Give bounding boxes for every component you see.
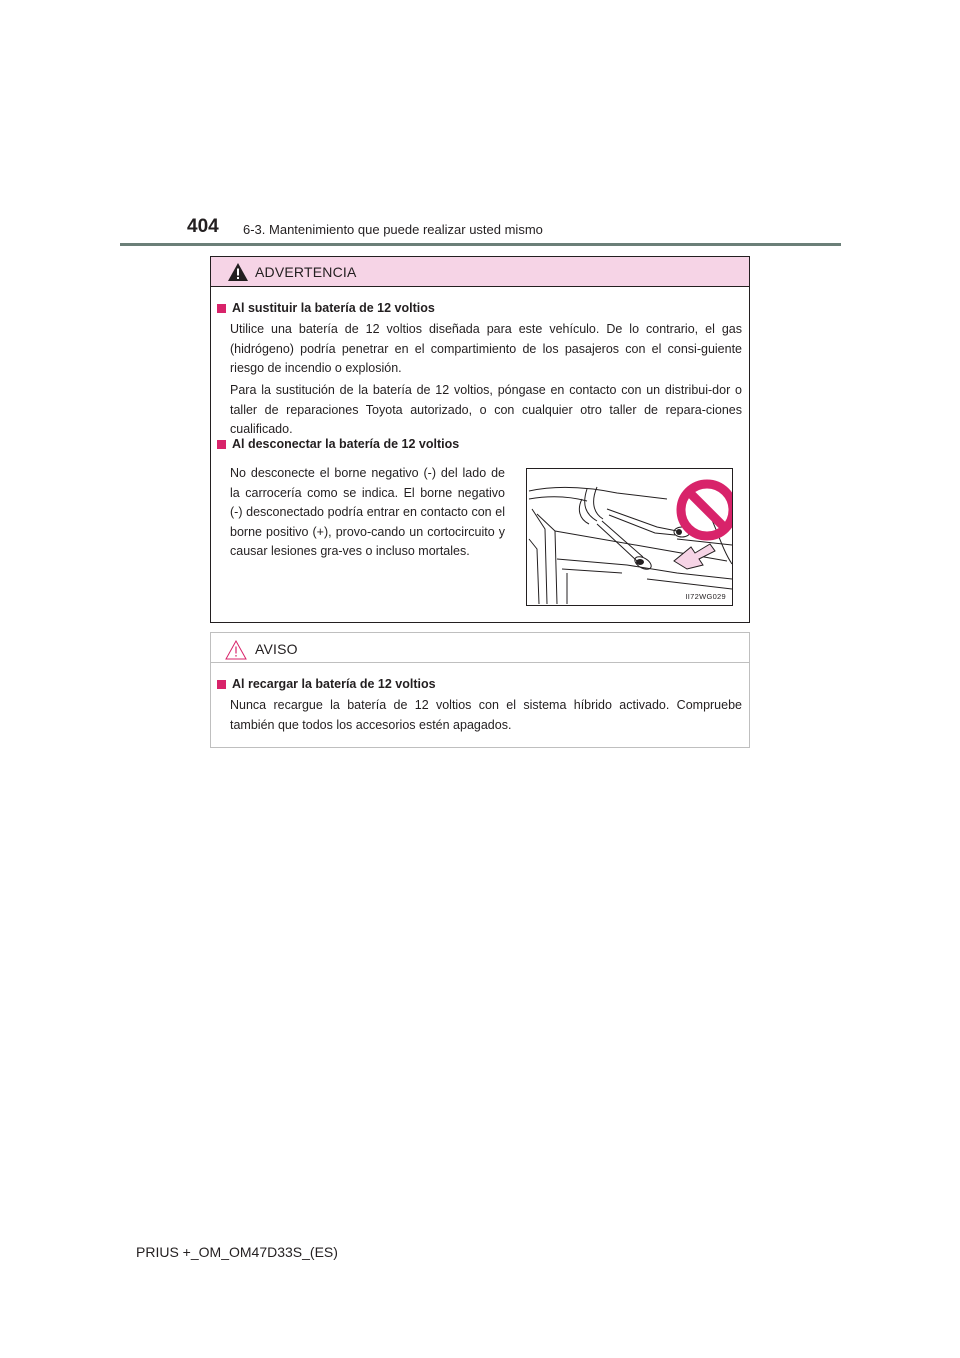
notice-box	[210, 632, 750, 748]
warning-paragraph: No desconecte el borne negativo (-) del lado de la carrocería como se indica. El borne negativo (-) desconectado podría entrar en contacto con el borne positivo (+), provo-cando un cortocircuito y causar lesiones gra-ves o incluso mortales.	[230, 466, 505, 558]
notice-header	[211, 633, 749, 663]
notice-item-title	[217, 677, 436, 691]
document-footer: PRIUS +_OM_OM47D33S_(ES)	[136, 1244, 338, 1260]
arrow-icon	[674, 544, 715, 569]
warning-paragraph: Utilice una batería de 12 voltios diseñada para este vehículo. De lo contrario, el gas (hidrógeno) podría penetrar en el compartimiento de los pasajeros con el consi-guiente riesgo de incendio o explosión.	[230, 322, 742, 375]
battery-illustration	[526, 468, 733, 606]
warning-header	[211, 257, 749, 287]
warning-triangle-icon	[225, 640, 247, 660]
warning-label: ADVERTENCIA	[255, 264, 357, 280]
item-title-text: Al recargar la batería de 12 voltios	[232, 677, 436, 691]
item-title-text: Al sustituir la batería de 12 voltios	[232, 301, 435, 315]
header-divider	[120, 243, 841, 246]
bullet-square-icon	[217, 440, 226, 449]
warning-item-title	[217, 437, 459, 451]
battery-terminal-drawing	[527, 469, 732, 605]
warning-triangle-icon	[227, 262, 249, 282]
warning-box	[210, 256, 750, 623]
warning-item-title	[217, 301, 435, 315]
notice-label: AVISO	[255, 641, 298, 657]
section-title: 6-3. Mantenimiento que puede realizar usted mismo	[243, 222, 543, 237]
bullet-square-icon	[217, 680, 226, 689]
figure-code: II72WG029	[685, 592, 726, 601]
bullet-square-icon	[217, 304, 226, 313]
item-title-text: Al desconectar la batería de 12 voltios	[232, 437, 460, 451]
notice-paragraph: Nunca recargue la batería de 12 voltios con el sistema híbrido activado. Compruebe también que todos los accesorios estén apagados.	[230, 698, 742, 732]
page-number: 404	[187, 216, 219, 237]
warning-paragraph: Para la sustitución de la batería de 12 voltios, póngase en contacto con un distribui-dor o taller de reparaciones Toyota autorizado, o con cualquier otro taller de repara-ciones cualificado.	[230, 383, 742, 436]
